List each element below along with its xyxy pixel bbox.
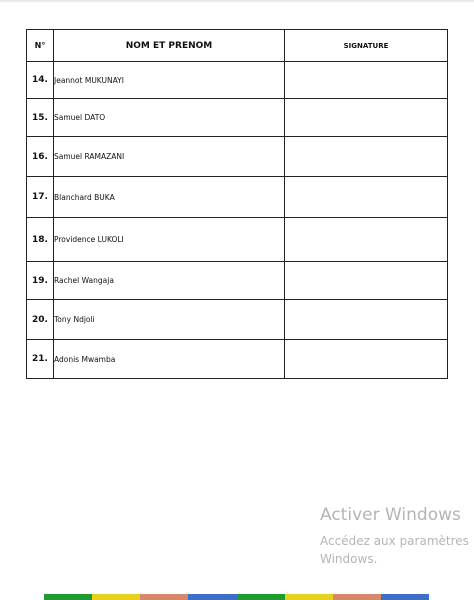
activate-windows-watermark bbox=[320, 504, 469, 568]
row-name: Adonis Mwamba bbox=[54, 340, 285, 379]
header-signature: SIGNATURE bbox=[285, 30, 448, 62]
row-signature-cell bbox=[285, 300, 448, 340]
header-number: N° bbox=[27, 30, 54, 62]
color-bar-segment bbox=[92, 594, 140, 600]
color-bar-segment bbox=[333, 594, 381, 600]
row-signature-cell bbox=[285, 137, 448, 177]
row-name: Samuel RAMAZANI bbox=[54, 137, 285, 177]
footer-color-bar bbox=[44, 594, 429, 600]
table-header-row bbox=[27, 30, 448, 62]
color-bar-segment bbox=[237, 594, 285, 600]
row-name: Providence LUKOLI bbox=[54, 218, 285, 262]
row-number: 21. bbox=[27, 340, 54, 379]
row-signature-cell bbox=[285, 340, 448, 379]
row-number: 16. bbox=[27, 137, 54, 177]
table-row bbox=[27, 62, 448, 99]
table-row bbox=[27, 99, 448, 137]
row-signature-cell bbox=[285, 99, 448, 137]
table-row bbox=[27, 262, 448, 300]
color-bar-segment bbox=[381, 594, 429, 600]
color-bar-segment bbox=[44, 594, 92, 600]
table-row bbox=[27, 300, 448, 340]
table-row bbox=[27, 218, 448, 262]
row-signature-cell bbox=[285, 177, 448, 218]
header-name: NOM ET PRENOM bbox=[54, 30, 285, 62]
attendance-signature-table bbox=[26, 29, 448, 379]
watermark-line-1: Accédez aux paramètres bbox=[320, 534, 469, 548]
watermark-title: Activer Windows bbox=[320, 505, 461, 525]
row-number: 19. bbox=[27, 262, 54, 300]
page-top-shadow bbox=[0, 0, 474, 3]
watermark-line-2: Windows. bbox=[320, 552, 378, 566]
row-number: 18. bbox=[27, 218, 54, 262]
table-row bbox=[27, 177, 448, 218]
row-number: 17. bbox=[27, 177, 54, 218]
color-bar-segment bbox=[140, 594, 188, 600]
table-row bbox=[27, 340, 448, 379]
row-signature-cell bbox=[285, 218, 448, 262]
row-name: Rachel Wangaja bbox=[54, 262, 285, 300]
table-row bbox=[27, 137, 448, 177]
color-bar-segment bbox=[285, 594, 333, 600]
row-name: Blanchard BUKA bbox=[54, 177, 285, 218]
row-number: 20. bbox=[27, 300, 54, 340]
row-number: 14. bbox=[27, 62, 54, 99]
row-name: Tony Ndjoli bbox=[54, 300, 285, 340]
row-number: 15. bbox=[27, 99, 54, 137]
row-name: Samuel DATO bbox=[54, 99, 285, 137]
row-signature-cell bbox=[285, 262, 448, 300]
row-name: Jeannot MUKUNAYI bbox=[54, 62, 285, 99]
color-bar-segment bbox=[188, 594, 236, 600]
row-signature-cell bbox=[285, 62, 448, 99]
